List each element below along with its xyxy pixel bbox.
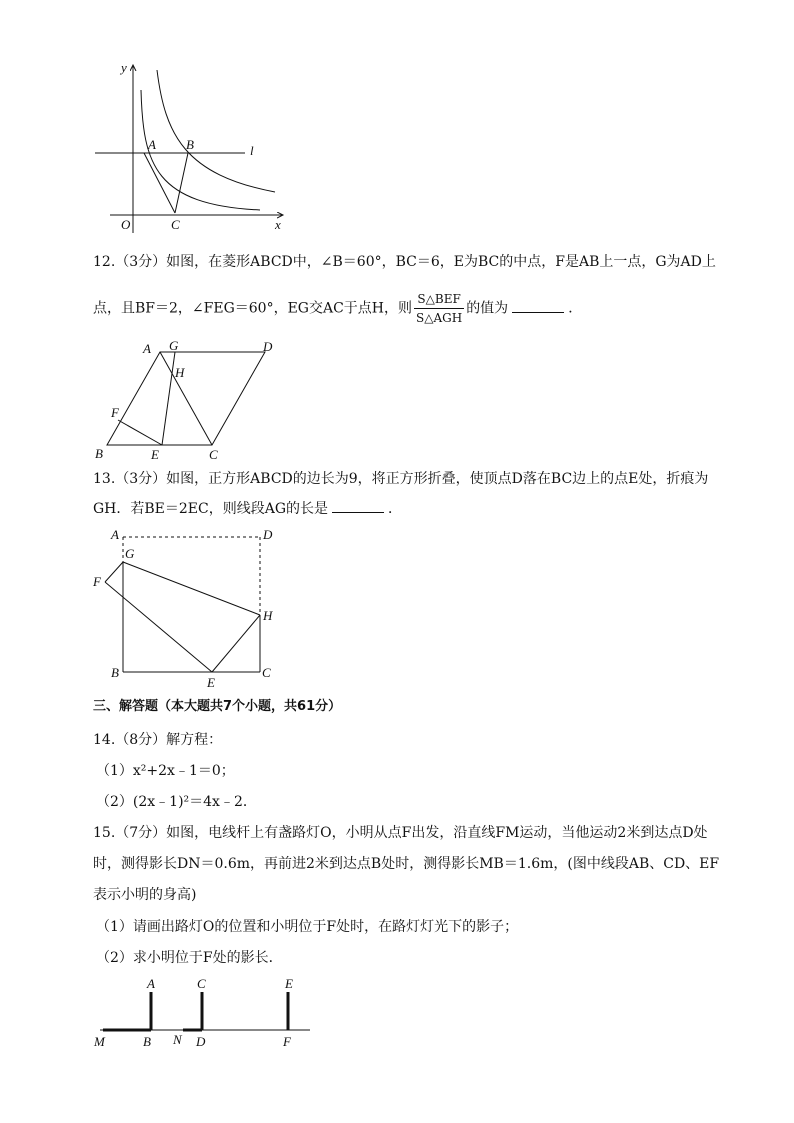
q14-part2: （2）(2x﹣1)²＝4x﹣2． bbox=[96, 794, 257, 810]
q14-title: 14.（8分）解方程： bbox=[93, 732, 223, 748]
sh-label-C: C bbox=[197, 976, 206, 991]
inner-curve bbox=[141, 90, 260, 210]
square-fold-figure bbox=[85, 525, 295, 695]
rhombus-figure bbox=[85, 335, 295, 465]
sh-label-M: M bbox=[94, 1034, 105, 1049]
q15-part1: （1）请画出路灯O的位置和小明位于F处时，在路灯灯光下的影子； bbox=[96, 919, 519, 935]
sq-label-D: D bbox=[263, 527, 273, 542]
q12-frac-num: S△BEF bbox=[414, 290, 464, 309]
sq-label-B: B bbox=[111, 665, 119, 680]
q13-end: ． bbox=[388, 501, 403, 517]
q15-part2: （2）求小明位于F处的影长． bbox=[96, 950, 283, 966]
sh-label-B: B bbox=[143, 1034, 151, 1049]
label-y: y bbox=[121, 60, 127, 75]
q12-frac-den: S△AGH bbox=[416, 311, 463, 325]
q15-line2: 时，测得影长DN＝0.6m，再前进2米到达点B处时，测得影长MB＝1.6m，(图中线段AB、CD、EF bbox=[93, 856, 720, 872]
q12-line1: 12.（3分）如图，在菱形ABCD中，∠B＝60°，BC＝6，E为BC的中点，F是AB上一点，G为AD上 bbox=[93, 254, 716, 270]
graph-figure bbox=[85, 55, 295, 240]
sh-label-E: E bbox=[285, 976, 293, 991]
sh-label-N: N bbox=[173, 1032, 182, 1047]
q12-line2 bbox=[93, 290, 582, 327]
rh-label-E: E bbox=[151, 447, 159, 462]
q13-answer-blank[interactable] bbox=[332, 500, 384, 513]
q12-line2-pre: 点，且BF＝2，∠FEG＝60°，EG交AC于点H，则 bbox=[93, 300, 413, 317]
q15-line1: 15.（7分）如图，电线杆上有盏路灯O，小明从点F出发，沿直线FM运动，当他运动2米到达点D处 bbox=[93, 825, 708, 841]
shadow-figure bbox=[85, 972, 315, 1052]
q13-line2-pre: GH．若BE＝2EC，则线段AG的长是 bbox=[93, 501, 329, 517]
q12-line2-post: 的值为 bbox=[466, 300, 509, 317]
rh-label-G: G bbox=[169, 338, 179, 353]
sq-label-C: C bbox=[262, 665, 271, 680]
rh-label-B: B bbox=[95, 446, 103, 461]
label-O: O bbox=[121, 217, 131, 232]
sq-label-F: F bbox=[93, 574, 101, 589]
sh-label-D: D bbox=[196, 1034, 206, 1049]
q12-end: ． bbox=[568, 300, 583, 317]
sh-label-F: F bbox=[283, 1034, 291, 1049]
outer-curve bbox=[157, 70, 275, 192]
section-3-heading: 三、解答题（本大题共7个小题，共61分） bbox=[93, 699, 342, 714]
label-A: A bbox=[148, 137, 156, 152]
label-B: B bbox=[186, 137, 194, 152]
q15-line3: 表示小明的身高) bbox=[93, 887, 197, 903]
rh-label-A: A bbox=[143, 341, 151, 356]
label-x: x bbox=[275, 217, 281, 232]
rh-label-F: F bbox=[111, 405, 119, 420]
sq-label-G: G bbox=[125, 546, 135, 561]
sq-label-A: A bbox=[111, 527, 119, 542]
sh-label-A: A bbox=[147, 976, 155, 991]
q13-line1: 13.（3分）如图，正方形ABCD的边长为9，将正方形折叠，使顶点D落在BC边上的点E处，折痕为 bbox=[93, 471, 709, 487]
rh-label-H: H bbox=[175, 365, 185, 380]
q13-line2 bbox=[93, 499, 402, 519]
q12-fraction bbox=[414, 290, 464, 327]
label-C: C bbox=[171, 217, 180, 232]
sq-label-E: E bbox=[207, 675, 215, 690]
label-l: l bbox=[250, 143, 254, 158]
rh-label-C: C bbox=[209, 447, 218, 462]
q12-answer-blank[interactable] bbox=[512, 300, 564, 313]
rh-label-D: D bbox=[263, 339, 273, 354]
q14-part1: （1）x²+2x﹣1＝0； bbox=[96, 763, 235, 779]
sq-label-H: H bbox=[263, 608, 273, 623]
